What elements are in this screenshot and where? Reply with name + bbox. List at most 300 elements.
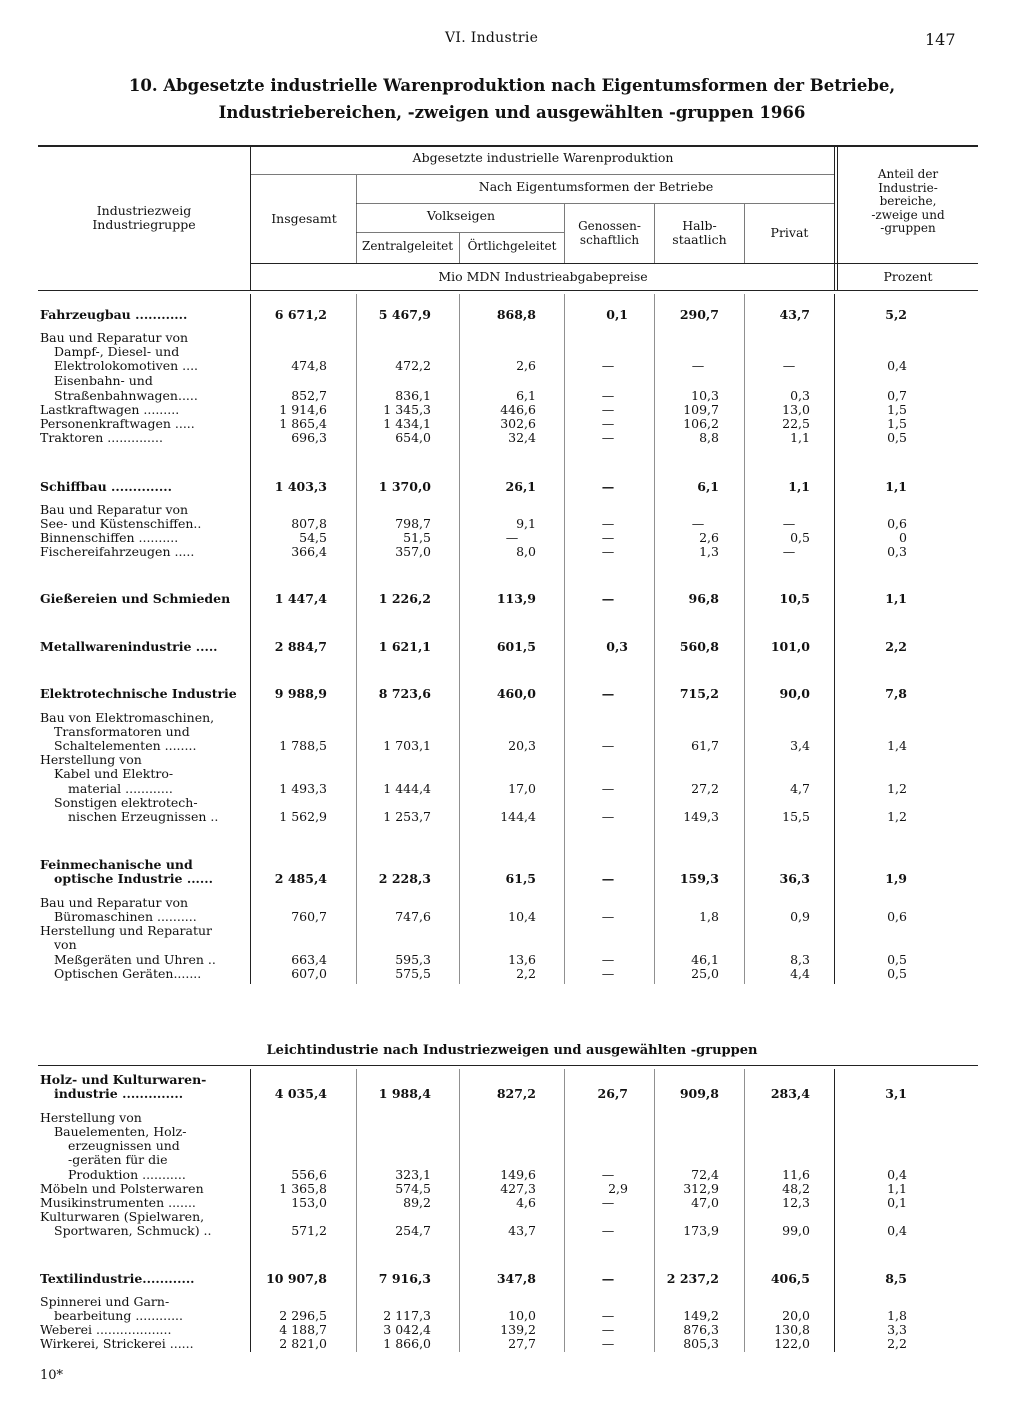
row-value: 1,3 xyxy=(699,544,719,559)
row-value: 130,8 xyxy=(774,1322,810,1337)
row-value: 99,0 xyxy=(782,1223,810,1238)
row-value: 2,2 xyxy=(887,1336,907,1351)
row-value: 72,4 xyxy=(691,1167,719,1182)
table-row xyxy=(0,344,1024,359)
row-value: 715,2 xyxy=(679,686,719,701)
table-row xyxy=(0,871,1024,886)
row-value: 747,6 xyxy=(395,909,431,924)
row-label: Binnenschiffen .......... xyxy=(40,530,179,545)
row-value: 15,5 xyxy=(782,809,810,824)
row-label: Schiffbau .............. xyxy=(40,479,172,494)
row-value: 144,4 xyxy=(500,809,536,824)
col-header-owner: Nach Eigentumsformen der Betriebe xyxy=(478,179,714,194)
row-value: 0,9 xyxy=(790,909,810,924)
row-value: 5,2 xyxy=(885,307,907,322)
row-value: 807,8 xyxy=(291,516,327,531)
col-header-volkseigen: Volkseigen xyxy=(426,208,496,223)
row-value: 106,2 xyxy=(683,416,719,431)
row-value: — xyxy=(601,402,615,417)
row-label: See- und Küstenschiffen.. xyxy=(40,516,202,531)
row-value: 0,4 xyxy=(887,1223,907,1238)
row-value: 1,9 xyxy=(885,871,907,886)
row-label: optische Industrie ...... xyxy=(54,871,213,886)
row-value: 357,0 xyxy=(395,544,431,559)
row-value: 149,2 xyxy=(683,1308,719,1323)
row-label: Straßenbahnwagen..... xyxy=(54,388,198,403)
row-value: 427,3 xyxy=(500,1181,536,1196)
row-value: — xyxy=(601,479,615,494)
row-value: 1 370,0 xyxy=(378,479,431,494)
row-label: Transformatoren und xyxy=(54,724,190,739)
row-value: 460,0 xyxy=(496,686,536,701)
row-label: nischen Erzeugnissen .. xyxy=(68,809,219,824)
table-row xyxy=(0,857,1024,872)
table-row xyxy=(0,766,1024,781)
table-row xyxy=(0,307,1024,322)
row-value: 663,4 xyxy=(291,952,327,967)
row-value: 4,6 xyxy=(516,1195,536,1210)
subtitle-rule xyxy=(38,1065,978,1066)
row-value: 0,5 xyxy=(790,530,810,545)
table-row xyxy=(0,752,1024,767)
row-value: 3,1 xyxy=(885,1086,907,1101)
row-value: 323,1 xyxy=(395,1167,431,1182)
row-value: 13,6 xyxy=(508,952,536,967)
row-value: 109,7 xyxy=(683,402,719,417)
row-value: 20,3 xyxy=(508,738,536,753)
table-row xyxy=(0,781,1024,796)
table-row xyxy=(0,330,1024,345)
row-label: erzeugnissen und xyxy=(68,1138,180,1153)
row-value: 1 562,9 xyxy=(279,809,327,824)
row-value: — xyxy=(601,1308,615,1323)
row-value: 595,3 xyxy=(395,952,431,967)
row-value: 1,8 xyxy=(699,909,719,924)
row-label: Kulturwaren (Spielwaren, xyxy=(40,1209,205,1224)
table-title-line2: Industriebereichen, -zweigen und ausgewählten -gruppen 1966 xyxy=(218,103,806,122)
row-value: 1 493,3 xyxy=(279,781,327,796)
row-value: 8 723,6 xyxy=(378,686,431,701)
row-label: Herstellung von xyxy=(40,752,142,767)
row-value: 0 xyxy=(899,530,907,545)
row-value: 4,4 xyxy=(790,966,810,981)
row-value: — xyxy=(601,416,615,431)
row-value: 1,5 xyxy=(887,416,907,431)
table-row xyxy=(0,710,1024,725)
row-value: 10 907,8 xyxy=(266,1271,327,1286)
row-value: 760,7 xyxy=(291,909,327,924)
row-value: 36,3 xyxy=(779,871,810,886)
row-value: 798,7 xyxy=(395,516,431,531)
row-label: Schaltelementen ........ xyxy=(54,738,197,753)
table-row xyxy=(0,416,1024,431)
row-value: 10,3 xyxy=(691,388,719,403)
row-value: 556,6 xyxy=(291,1167,327,1182)
row-value: 1 447,4 xyxy=(274,591,327,606)
table-row xyxy=(0,530,1024,545)
row-value: 9 988,9 xyxy=(274,686,327,701)
row-value: 1 403,3 xyxy=(274,479,327,494)
row-value: 27,7 xyxy=(508,1336,536,1351)
row-value: — xyxy=(601,1271,615,1286)
row-value: 6,1 xyxy=(697,479,719,494)
row-label: industrie .............. xyxy=(54,1086,184,1101)
row-value: — xyxy=(691,358,705,373)
row-value: 836,1 xyxy=(395,388,431,403)
table-row xyxy=(0,1072,1024,1087)
row-value: — xyxy=(601,1195,615,1210)
row-value: 22,5 xyxy=(782,416,810,431)
row-value: 6 671,2 xyxy=(274,307,327,322)
row-value: 48,2 xyxy=(782,1181,810,1196)
row-value: 149,6 xyxy=(500,1167,536,1182)
table-title-line1: 10. Abgesetzte industrielle Warenproduktion nach Eigentumsformen der Betriebe, xyxy=(128,76,896,95)
row-value: 852,7 xyxy=(291,388,327,403)
row-value: 9,1 xyxy=(516,516,536,531)
table-row xyxy=(0,1086,1024,1101)
table-row xyxy=(0,923,1024,938)
row-value: 909,8 xyxy=(679,1086,719,1101)
row-value: — xyxy=(601,1167,615,1182)
table-row xyxy=(0,388,1024,403)
table-row xyxy=(0,966,1024,981)
owner-rule xyxy=(356,203,834,204)
row-value: 0,5 xyxy=(887,966,907,981)
row-label: Kabel und Elektro- xyxy=(54,766,174,781)
table-row xyxy=(0,1152,1024,1167)
table-row xyxy=(0,639,1024,654)
row-value: 1 253,7 xyxy=(383,809,431,824)
row-value: 290,7 xyxy=(679,307,719,322)
row-label: Fahrzeugbau ............ xyxy=(40,307,188,322)
row-value: — xyxy=(601,686,615,701)
row-value: 601,5 xyxy=(496,639,536,654)
row-value: — xyxy=(601,809,615,824)
row-value: 1 865,4 xyxy=(279,416,327,431)
row-value: — xyxy=(691,516,705,531)
table-row xyxy=(0,809,1024,824)
table-row xyxy=(0,724,1024,739)
row-value: 54,5 xyxy=(299,530,327,545)
row-value: — xyxy=(601,544,615,559)
row-value: 43,7 xyxy=(508,1223,536,1238)
row-label: Feinmechanische und xyxy=(40,857,193,872)
row-value: 406,5 xyxy=(770,1271,810,1286)
table-row xyxy=(0,952,1024,967)
row-value: — xyxy=(505,530,519,545)
row-label: Bau und Reparatur von xyxy=(40,502,189,517)
table-row xyxy=(0,1124,1024,1139)
table-row xyxy=(0,1167,1024,1182)
row-value: 1 788,5 xyxy=(279,738,327,753)
row-value: 26,1 xyxy=(505,479,536,494)
row-label: Metallwarenindustrie ..... xyxy=(40,639,218,654)
row-value: 13,0 xyxy=(782,402,810,417)
row-label: Holz- und Kulturwaren- xyxy=(40,1072,207,1087)
row-value: 47,0 xyxy=(691,1195,719,1210)
row-label: Produktion ........... xyxy=(68,1167,186,1182)
row-value: 1 988,4 xyxy=(378,1086,431,1101)
row-value: 0,5 xyxy=(887,952,907,967)
row-value: 1 434,1 xyxy=(383,416,431,431)
row-value: 474,8 xyxy=(291,358,327,373)
col-header-group: Abgesetzte industrielle Warenproduktion xyxy=(412,150,674,165)
row-label: Lastkraftwagen ......... xyxy=(40,402,180,417)
row-label: -geräten für die xyxy=(68,1152,168,1167)
row-value: 46,1 xyxy=(691,952,719,967)
unit-rule xyxy=(250,263,978,264)
row-value: — xyxy=(601,952,615,967)
row-value: 254,7 xyxy=(395,1223,431,1238)
row-value: 2 237,2 xyxy=(666,1271,719,1286)
row-value: 32,4 xyxy=(508,430,536,445)
row-value: 51,5 xyxy=(403,530,431,545)
row-value: 7,8 xyxy=(885,686,907,701)
row-label: Bau und Reparatur von xyxy=(40,330,189,345)
row-value: 0,7 xyxy=(887,388,907,403)
row-value: 159,3 xyxy=(679,871,719,886)
row-value: 2 228,3 xyxy=(378,871,431,886)
row-value: 2 821,0 xyxy=(279,1336,327,1351)
row-value: 1,2 xyxy=(887,781,907,796)
table-row xyxy=(0,402,1024,417)
footer-signature: 10* xyxy=(40,1368,64,1383)
table-row xyxy=(0,479,1024,494)
row-value: 0,6 xyxy=(887,909,907,924)
row-value: 0,1 xyxy=(606,307,628,322)
col-header-insgesamt: Insgesamt xyxy=(271,211,337,226)
row-value: 8,3 xyxy=(790,952,810,967)
row-value: 7 916,3 xyxy=(378,1271,431,1286)
row-value: 805,3 xyxy=(683,1336,719,1351)
row-value: 2 485,4 xyxy=(274,871,327,886)
table-row xyxy=(0,1294,1024,1309)
row-value: 302,6 xyxy=(500,416,536,431)
row-value: 1 703,1 xyxy=(383,738,431,753)
row-value: 2 884,7 xyxy=(274,639,327,654)
row-value: 113,9 xyxy=(496,591,536,606)
row-value: 283,4 xyxy=(770,1086,810,1101)
row-value: 366,4 xyxy=(291,544,327,559)
row-value: 89,2 xyxy=(403,1195,431,1210)
row-value: 1 444,4 xyxy=(383,781,431,796)
row-label: Sportwaren, Schmuck) .. xyxy=(54,1223,212,1238)
row-value: 3 042,4 xyxy=(383,1322,431,1337)
col-header-genossen: Genossen- schaftlich xyxy=(578,219,641,247)
row-value: 876,3 xyxy=(683,1322,719,1337)
row-value: 3,4 xyxy=(790,738,810,753)
row-value: 1,1 xyxy=(788,479,810,494)
row-value: 446,6 xyxy=(500,402,536,417)
row-value: 1 226,2 xyxy=(378,591,431,606)
row-label: Eisenbahn- und xyxy=(54,373,153,388)
row-label: Musikinstrumenten ....... xyxy=(40,1195,196,1210)
row-value: 4 188,7 xyxy=(279,1322,327,1337)
row-value: 96,8 xyxy=(688,591,719,606)
row-label: material ............ xyxy=(68,781,173,796)
group-rule xyxy=(250,174,834,175)
row-value: 1 914,6 xyxy=(279,402,327,417)
row-value: 173,9 xyxy=(683,1223,719,1238)
table-row xyxy=(0,1138,1024,1153)
table-row xyxy=(0,1209,1024,1224)
row-value: 149,3 xyxy=(683,809,719,824)
table-row xyxy=(0,686,1024,701)
row-value: 11,6 xyxy=(782,1167,810,1182)
row-value: 696,3 xyxy=(291,430,327,445)
row-label: von xyxy=(54,937,77,952)
row-value: 10,4 xyxy=(508,909,536,924)
row-label: Elektrotechnische Industrie xyxy=(40,686,237,701)
table-row xyxy=(0,738,1024,753)
row-value: 6,1 xyxy=(516,388,536,403)
section-subtitle: Leichtindustrie nach Industriezweigen und ausgewählten -gruppen xyxy=(266,1043,758,1058)
row-label: Weberei ................... xyxy=(40,1322,172,1337)
row-label: Wirkerei, Strickerei ...... xyxy=(40,1336,194,1351)
row-label: Personenkraftwagen ..... xyxy=(40,416,195,431)
row-value: 139,2 xyxy=(500,1322,536,1337)
row-value: — xyxy=(601,591,615,606)
table-row xyxy=(0,937,1024,952)
row-value: 122,0 xyxy=(774,1336,810,1351)
row-value: 61,7 xyxy=(691,738,719,753)
row-label: Dampf-, Diesel- und xyxy=(54,344,180,359)
table-row xyxy=(0,1336,1024,1351)
row-value: 1,1 xyxy=(887,1181,907,1196)
row-label: Optischen Geräten....... xyxy=(54,966,202,981)
row-value: — xyxy=(601,781,615,796)
row-label: Herstellung und Reparatur xyxy=(40,923,212,938)
row-value: 1 345,3 xyxy=(383,402,431,417)
row-label: Fischereifahrzeugen ..... xyxy=(40,544,195,559)
row-value: 0,3 xyxy=(887,544,907,559)
row-value: 101,0 xyxy=(770,639,810,654)
row-value: — xyxy=(601,358,615,373)
row-value: 5 467,9 xyxy=(378,307,431,322)
row-value: — xyxy=(601,1336,615,1351)
row-value: 347,8 xyxy=(496,1271,536,1286)
row-value: 3,3 xyxy=(887,1322,907,1337)
row-value: 2,6 xyxy=(699,530,719,545)
row-value: 4,7 xyxy=(790,781,810,796)
row-value: 8,8 xyxy=(699,430,719,445)
row-value: 654,0 xyxy=(395,430,431,445)
col-header-privat: Privat xyxy=(770,225,809,240)
row-value: 1,2 xyxy=(887,809,907,824)
volkseigen-rule xyxy=(356,232,564,233)
row-value: 0,1 xyxy=(887,1195,907,1210)
row-value: — xyxy=(601,966,615,981)
row-value: 4 035,4 xyxy=(274,1086,327,1101)
table-row xyxy=(0,516,1024,531)
page-number: 147 xyxy=(925,30,956,49)
section-header: VI. Industrie xyxy=(445,30,539,46)
row-value: 2,9 xyxy=(608,1181,628,1196)
row-label: Bau und Reparatur von xyxy=(40,895,189,910)
row-value: 1,5 xyxy=(887,402,907,417)
header-bottom-rule xyxy=(38,290,978,291)
row-value: 43,7 xyxy=(779,307,810,322)
row-value: 0,3 xyxy=(790,388,810,403)
row-label: Möbeln und Polsterwaren xyxy=(40,1181,204,1196)
row-value: 0,5 xyxy=(887,430,907,445)
row-value: 1,8 xyxy=(887,1308,907,1323)
row-value: 8,0 xyxy=(516,544,536,559)
row-value: 827,2 xyxy=(496,1086,536,1101)
row-value: 26,7 xyxy=(597,1086,628,1101)
row-value: 61,5 xyxy=(505,871,536,886)
row-value: — xyxy=(601,1223,615,1238)
col-header-oertlich: Örtlichgeleitet xyxy=(467,239,557,253)
row-value: 472,2 xyxy=(395,358,431,373)
row-value: — xyxy=(782,358,796,373)
row-value: 1,4 xyxy=(887,738,907,753)
row-label: Traktoren .............. xyxy=(40,430,163,445)
table-row xyxy=(0,502,1024,517)
row-value: 90,0 xyxy=(779,686,810,701)
vrule-anteil xyxy=(834,147,835,290)
col-header-stub: Industriezweig Industriegruppe xyxy=(92,203,196,232)
row-value: 10,5 xyxy=(779,591,810,606)
table-row xyxy=(0,1195,1024,1210)
row-value: 1 621,1 xyxy=(378,639,431,654)
table-row xyxy=(0,373,1024,388)
row-value: — xyxy=(601,738,615,753)
table-row xyxy=(0,544,1024,559)
row-value: 2 117,3 xyxy=(383,1308,431,1323)
row-value: 27,2 xyxy=(691,781,719,796)
row-value: 20,0 xyxy=(782,1308,810,1323)
vrule-stub xyxy=(250,147,251,290)
row-value: 560,8 xyxy=(679,639,719,654)
row-value: — xyxy=(601,516,615,531)
row-value: — xyxy=(782,544,796,559)
row-label: Textilindustrie............ xyxy=(40,1271,195,1286)
row-value: 1,1 xyxy=(885,591,907,606)
row-value: 0,3 xyxy=(606,639,628,654)
row-value: 607,0 xyxy=(291,966,327,981)
row-label: Spinnerei und Garn- xyxy=(40,1294,170,1309)
row-value: 868,8 xyxy=(496,307,536,322)
table-row xyxy=(0,1322,1024,1337)
col-header-anteil: Anteil der Industrie- bereiche, -zweige und -gruppen xyxy=(871,167,945,235)
table-row xyxy=(0,1110,1024,1125)
row-value: 0,4 xyxy=(887,358,907,373)
row-value: 312,9 xyxy=(683,1181,719,1196)
row-value: 2,6 xyxy=(516,358,536,373)
unit-mdn: Mio MDN Industrieabgabepreise xyxy=(438,269,648,284)
row-label: Meßgeräten und Uhren .. xyxy=(54,952,216,967)
table-row xyxy=(0,1181,1024,1196)
table-row xyxy=(0,895,1024,910)
row-value: 8,5 xyxy=(885,1271,907,1286)
row-value: 2,2 xyxy=(885,639,907,654)
table-row xyxy=(0,795,1024,810)
row-value: 575,5 xyxy=(395,966,431,981)
row-value: 571,2 xyxy=(291,1223,327,1238)
row-value: 2,2 xyxy=(516,966,536,981)
table-row xyxy=(0,909,1024,924)
row-value: 10,0 xyxy=(508,1308,536,1323)
row-label: Büromaschinen .......... xyxy=(54,909,197,924)
table-row xyxy=(0,430,1024,445)
row-value: 1 365,8 xyxy=(279,1181,327,1196)
row-label: Bauelementen, Holz- xyxy=(54,1124,187,1139)
row-value: 1,1 xyxy=(790,430,810,445)
row-label: Sonstigen elektrotech- xyxy=(54,795,198,810)
row-label: Elektrolokomotiven .... xyxy=(54,358,199,373)
table-row xyxy=(0,591,1024,606)
